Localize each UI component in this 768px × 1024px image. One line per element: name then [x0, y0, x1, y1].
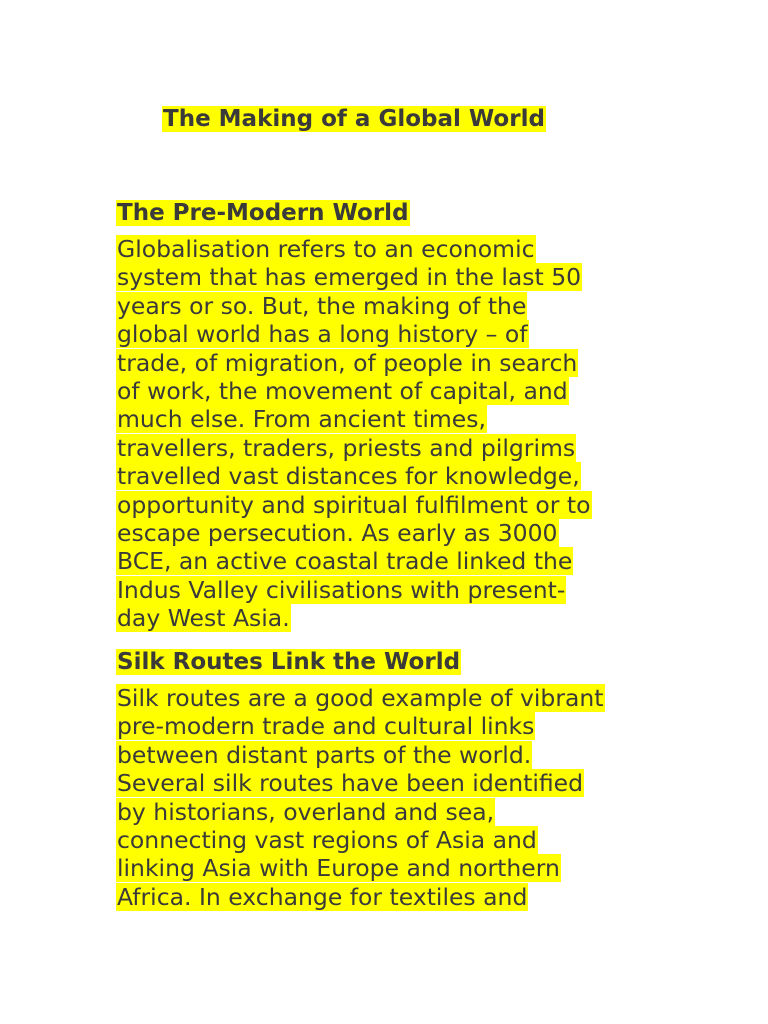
section-paragraph-silk-routes: [116, 684, 605, 911]
paragraph-line: [116, 883, 605, 911]
section-heading-pre-modern-world: [116, 197, 410, 229]
paragraph-line: [116, 684, 605, 712]
paragraph-line-text: system that has emerged in the last 50: [117, 263, 582, 292]
paragraph-line-text: Globalisation refers to an economic: [117, 235, 535, 263]
paragraph-line-text: escape persecution. As early as 3000: [117, 519, 558, 548]
paragraph-line-text: connecting vast regions of Asia and: [117, 826, 537, 855]
paragraph-line-text: pre-modern trade and cultural links: [117, 712, 535, 741]
paragraph-line-text: of work, the movement of capital, and: [117, 377, 568, 406]
paragraph-line-text: by historians, overland and sea,: [117, 797, 495, 826]
paragraph-line: [116, 292, 592, 320]
paragraph-line-text: linking Asia with Europe and northern: [117, 854, 560, 883]
paragraph-line: [116, 769, 605, 797]
paragraph-line: [116, 826, 605, 854]
paragraph-line-text: years or so. But, the making of the: [117, 291, 527, 320]
paragraph-line-text: global world has a long history – of: [117, 320, 528, 349]
paragraph-line: [116, 462, 592, 490]
paragraph-line: [116, 576, 592, 604]
paragraph-line-text: opportunity and spiritual fulfilment or to: [117, 490, 591, 519]
paragraph-line: [116, 604, 592, 632]
section-heading-text: The Pre-Modern World: [117, 200, 409, 226]
paragraph-line-text: day West Asia.: [117, 604, 290, 633]
document-title: [162, 103, 546, 135]
paragraph-line: [116, 854, 605, 882]
paragraph-line: [116, 547, 592, 575]
paragraph-line: [116, 434, 592, 462]
paragraph-line: [116, 491, 592, 519]
paragraph-line: [116, 377, 592, 405]
paragraph-line: [116, 519, 592, 547]
paragraph-line: [116, 741, 605, 769]
paragraph-line-text: Indus Valley civilisations with present-: [117, 575, 566, 604]
paragraph-line: [116, 405, 592, 433]
paragraph-line: [116, 712, 605, 740]
paragraph-line-text: travelled vast distances for knowledge,: [117, 462, 580, 491]
paragraph-line: [116, 263, 592, 291]
paragraph-line-text: Silk routes are a good example of vibrant: [117, 684, 604, 712]
section-heading-text: Silk Routes Link the World: [117, 649, 461, 675]
paragraph-line-text: travellers, traders, priests and pilgrims: [117, 433, 576, 462]
section-paragraph-pre-modern-world: [116, 235, 592, 633]
paragraph-line-text: Africa. In exchange for textiles and: [117, 882, 528, 911]
paragraph-line-text: trade, of migration, of people in search: [117, 348, 578, 377]
paragraph-line: [116, 320, 592, 348]
paragraph-line-text: BCE, an active coastal trade linked the: [117, 547, 573, 576]
section-heading-silk-routes: [116, 646, 461, 678]
paragraph-line-text: between distant parts of the world.: [117, 740, 532, 769]
paragraph-line: [116, 235, 592, 263]
paragraph-line-text: Several silk routes have been identified: [117, 769, 584, 798]
paragraph-line: [116, 798, 605, 826]
document-title-text: The Making of a Global World: [163, 106, 545, 132]
paragraph-line: [116, 349, 592, 377]
paragraph-line-text: much else. From ancient times,: [117, 405, 486, 434]
